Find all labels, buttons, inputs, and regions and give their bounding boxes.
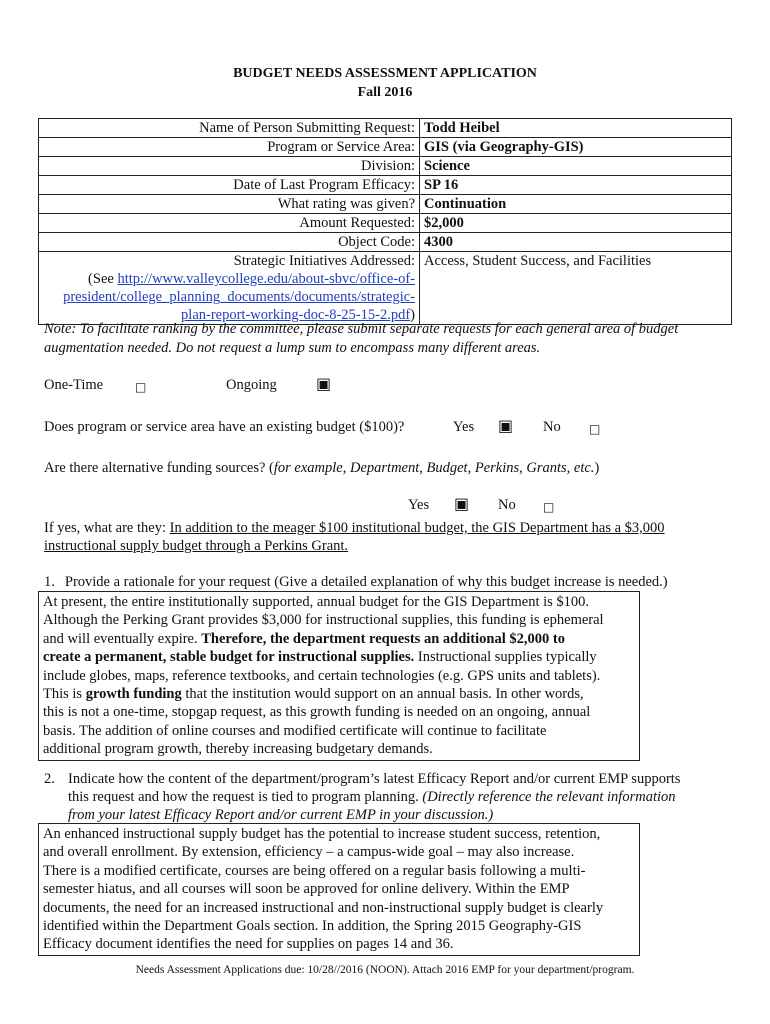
- object-code-value: 4300: [420, 233, 732, 252]
- alt-funding-yes-checkbox[interactable]: ▣: [454, 494, 470, 513]
- division-value: Science: [420, 157, 732, 176]
- table-row: [39, 119, 732, 138]
- alt-funding-question-text: Are there alternative funding sources? (: [44, 460, 274, 476]
- existing-budget-yes-label: Yes: [453, 419, 475, 435]
- strategic-see-line2: [43, 288, 415, 306]
- program-label: Program or Service Area:: [39, 138, 420, 157]
- q1-text-span: This is: [43, 686, 86, 703]
- table-row: [39, 233, 732, 252]
- rating-label: What rating was given?: [39, 195, 420, 214]
- q1-answer-line: [43, 685, 635, 703]
- alt-funding-close: ): [594, 460, 600, 476]
- q1-answer-box: [38, 591, 640, 761]
- q1-text-span: and will eventually expire.: [43, 630, 202, 647]
- q1-answer-line: [43, 648, 635, 666]
- q1-text-span: Instructional supplies typically: [414, 649, 597, 666]
- q1-prompt: [44, 574, 668, 591]
- q1-prompt-text: Provide a rationale for your request (Give a detailed explanation of why this budget increase is needed.): [64, 574, 668, 590]
- page-subtitle: Fall 2016: [357, 85, 413, 100]
- strategic-value: Access, Student Success, and Facilities: [420, 252, 732, 325]
- q1-bold-span: Therefore, the department requests an additional $2,000 to: [201, 630, 565, 647]
- table-row: [39, 214, 732, 233]
- name-value: Todd Heibel: [420, 119, 732, 138]
- q2-answer-line: There is a modified certificate, courses are being offered on a regular basis following a multi-: [43, 862, 586, 879]
- ongoing-checkbox[interactable]: ▣: [316, 374, 332, 393]
- existing-budget-question: Does program or service area have an existing budget ($100)?: [44, 419, 405, 435]
- alt-funding-no-checkbox[interactable]: □: [543, 500, 555, 514]
- strategic-label: Strategic Initiatives Addressed:: [233, 253, 415, 269]
- q1-answer-line: additional program growth, thereby increasing budgetary demands.: [43, 741, 433, 758]
- strategic-label-cell: [39, 252, 420, 325]
- q2-prompt-line-1: Indicate how the content of the department/program’s latest Efficacy Report and/or current EMP supports: [68, 771, 681, 787]
- q2-prompt-text: this request and how the request is tied to program planning.: [68, 789, 423, 805]
- table-row: [39, 195, 732, 214]
- strategic-plan-link-end[interactable]: plan-report-working-doc-8-25-15-2.pdf: [181, 307, 411, 323]
- q1-answer-line: Although the Perking Grant provides $3,000 for instructional supplies, this funding is ephemeral: [43, 612, 604, 629]
- q1-text-span: that the institution would support on an annual basis. In other words,: [181, 686, 584, 703]
- page-title: BUDGET NEEDS ASSESSMENT APPLICATION: [233, 66, 537, 81]
- table-row: [39, 176, 732, 195]
- info-table: [38, 118, 732, 325]
- if-yes-answer: In addition to the meager $100 institutional budget, the GIS Department has a $3,000: [169, 520, 665, 536]
- if-yes-line-1: [44, 520, 665, 537]
- q2-answer-box: [38, 823, 640, 956]
- alt-funding-question: [44, 460, 599, 477]
- name-label: Name of Person Submitting Request:: [39, 119, 420, 138]
- efficacy-date-value: SP 16: [420, 176, 732, 195]
- q2-answer-line: identified within the Department Goals section. In addition, the Spring 2015 Geography-GIS: [43, 918, 582, 935]
- one-time-label: One-Time: [44, 377, 104, 393]
- q1-answer-line: [43, 630, 635, 648]
- table-row: [39, 157, 732, 176]
- q2-answer-line: semester hiatus, and all courses will soon be approved for online delivery. Within the EMP: [43, 881, 570, 898]
- amount-value: $2,000: [420, 214, 732, 233]
- see-suffix: ): [410, 307, 415, 323]
- q1-answer-line: include globes, maps, reference textbooks, and certain technologies (e.g. GPS units and tablets).: [43, 667, 601, 684]
- q2-prompt-line-3: from your latest Efficacy Report and/or current EMP in your discussion.): [68, 807, 494, 823]
- alt-funding-example: for example, Department, Budget, Perkins, Grants, etc.: [273, 460, 595, 476]
- amount-label: Amount Requested:: [39, 214, 420, 233]
- q2-answer-line: An enhanced instructional supply budget has the potential to increase student success, retention,: [43, 826, 601, 842]
- q1-bold-span: create a permanent, stable budget for instructional supplies.: [43, 649, 415, 666]
- alt-funding-no-label: No: [498, 497, 516, 513]
- strategic-see-line1: [43, 270, 415, 288]
- note-line-2: augmentation needed. Do not request a lump sum to encompass many different areas.: [44, 340, 541, 356]
- if-yes-prefix: If yes, what are they:: [44, 520, 170, 536]
- q2-answer-line: Efficacy document identifies the need for supplies on pages 14 and 36.: [43, 936, 454, 953]
- one-time-checkbox[interactable]: □: [135, 380, 147, 394]
- ongoing-label: Ongoing: [226, 377, 277, 393]
- q2-prompt-line-2: [68, 789, 676, 806]
- q1-answer-line: basis. The addition of online courses and modified certificate will continue to facilitate: [43, 722, 547, 739]
- q2-answer-line: documents, the need for an increased instructional and non-instructional supply budget is clearly: [43, 899, 604, 916]
- q2-number: 2.: [44, 771, 55, 787]
- strategic-plan-link-cont[interactable]: president/college_planning_documents/documents/strategic-: [63, 289, 415, 305]
- object-code-label: Object Code:: [39, 233, 420, 252]
- existing-budget-no-label: No: [543, 419, 561, 435]
- footer-note: Needs Assessment Applications due: 10/28//2016 (NOON). Attach 2016 EMP for your department/program.: [135, 964, 635, 976]
- existing-budget-no-checkbox[interactable]: □: [589, 422, 601, 436]
- strategic-plan-link[interactable]: http://www.valleycollege.edu/about-sbvc/office-of-: [117, 271, 415, 287]
- table-row: [39, 252, 732, 325]
- alt-funding-yes-label: Yes: [408, 497, 430, 513]
- q2-prompt-italic: (Directly reference the relevant information: [422, 789, 676, 805]
- existing-budget-yes-checkbox[interactable]: ▣: [498, 416, 514, 435]
- q1-number: 1.: [44, 574, 55, 590]
- q1-answer-line: this is not a one-time, stopgap request, as this growth funding is needed on an ongoing, annual: [43, 704, 591, 721]
- q1-answer-line: At present, the entire institutionally supported, annual budget for the GIS Department is $100.: [43, 594, 590, 610]
- see-prefix: (See: [88, 271, 118, 287]
- program-value: GIS (via Geography-GIS): [420, 138, 732, 157]
- note-line-1: Note: To facilitate ranking by the committee, please submit separate requests for each general area of budget: [44, 321, 679, 337]
- efficacy-date-label: Date of Last Program Efficacy:: [39, 176, 420, 195]
- q2-answer-line: and overall enrollment. By extension, efficiency – a campus-wide goal – may also increase.: [43, 844, 575, 861]
- table-row: [39, 138, 732, 157]
- if-yes-line-2: instructional supply budget through a Perkins Grant.: [44, 538, 349, 554]
- q1-bold-span: growth funding: [85, 686, 182, 703]
- rating-value: Continuation: [420, 195, 732, 214]
- division-label: Division:: [39, 157, 420, 176]
